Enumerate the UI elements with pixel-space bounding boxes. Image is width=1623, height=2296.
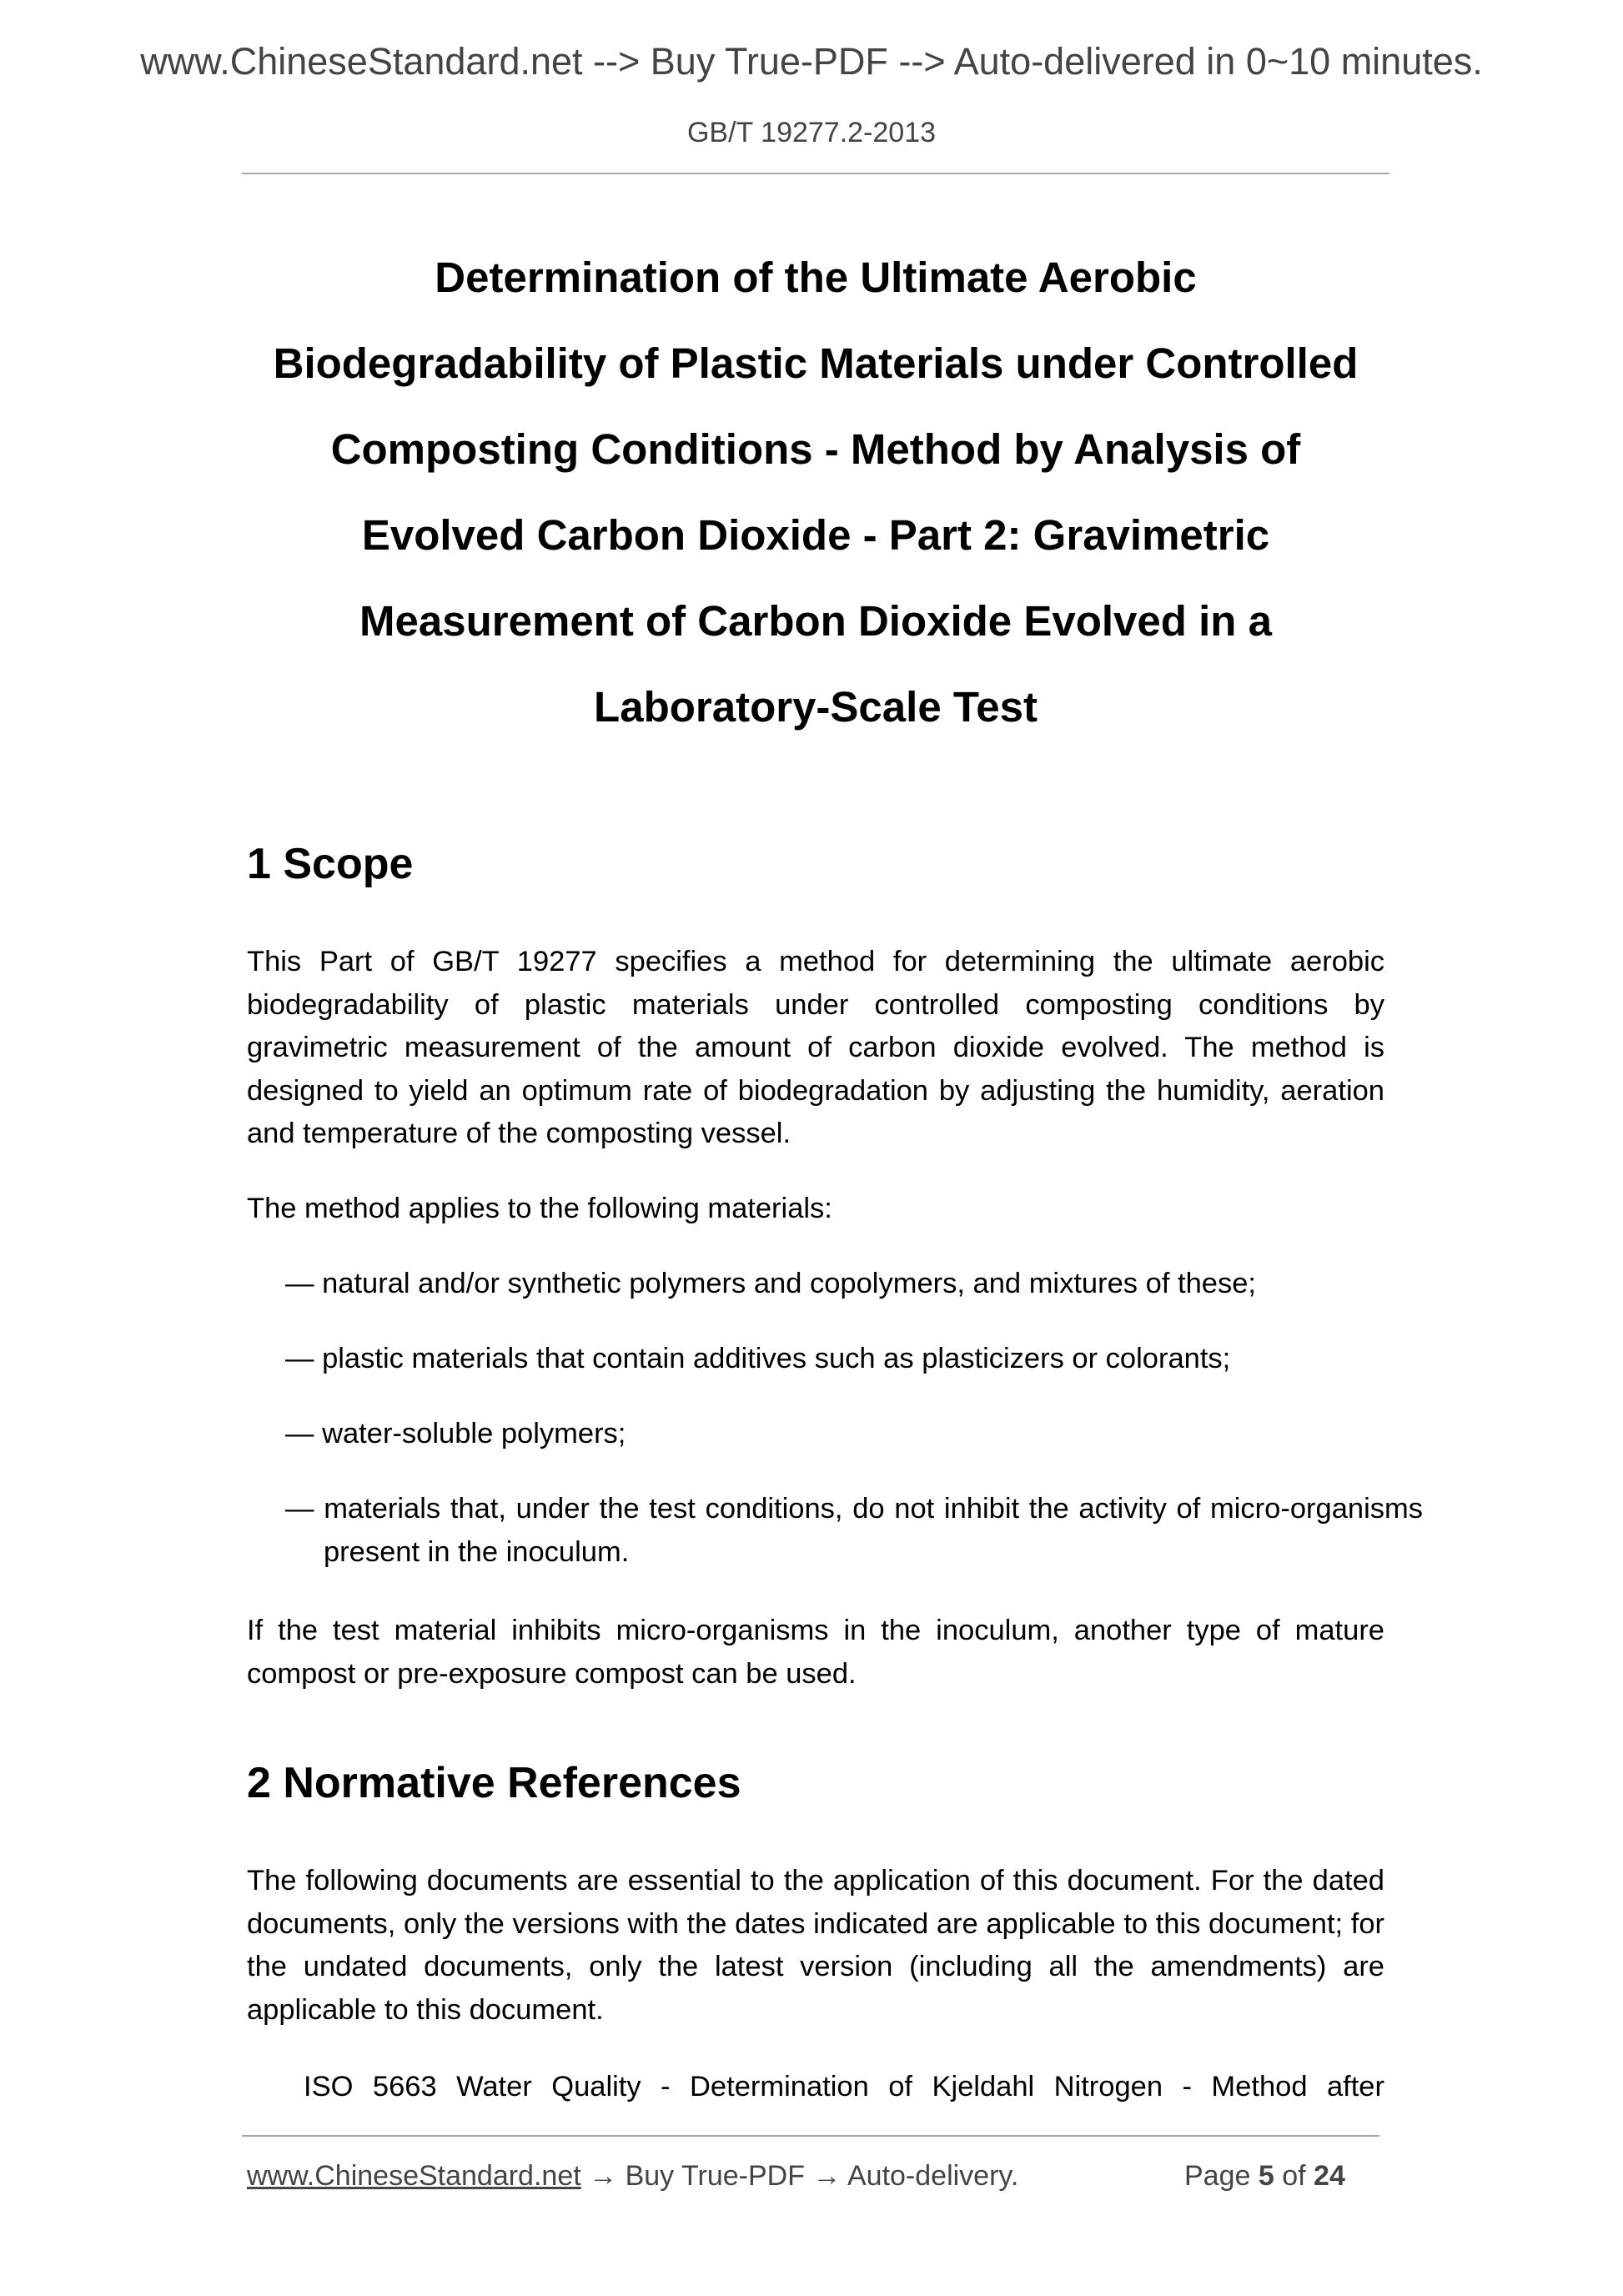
- list-item: — plastic materials that contain additives such as plasticizers or colorants;: [285, 1343, 1231, 1374]
- document-title: [242, 234, 1389, 750]
- footer-divider: [242, 2135, 1379, 2137]
- list-item: — natural and/or synthetic polymers and copolymers, and mixtures of these;: [285, 1268, 1256, 1299]
- scope-applies-paragraph: The method applies to the following materials:: [247, 1193, 832, 1224]
- reference-item: ISO 5663 Water Quality - Determination of Kjeldahl Nitrogen - Method after: [304, 2071, 1384, 2103]
- list-item: — water-soluble polymers;: [285, 1418, 626, 1449]
- header-divider: [242, 173, 1389, 174]
- list-item: — materials that, under the test conditions, do not inhibit the activity of micro-organisms present in the inoculum.: [285, 1493, 1423, 1568]
- page-number: 5: [1258, 2160, 1274, 2192]
- title-line: Evolved Carbon Dioxide - Part 2: Gravimetric: [361, 511, 1270, 559]
- section-2-heading: 2 Normative References: [247, 1759, 741, 1807]
- title-line: Measurement of Carbon Dioxide Evolved in a: [359, 597, 1272, 645]
- title-line: Composting Conditions - Method by Analysis of: [330, 425, 1301, 473]
- references-paragraph: The following documents are essential to the application of this document. For the dated documents, only the versions with the dates indicated are applicable to this document; for the undated documents, only the latest version (including all the amendments) are applicable to this document.: [247, 1865, 1384, 2026]
- footer-link[interactable]: www.ChineseStandard.net: [247, 2160, 581, 2192]
- section-1-heading: 1 Scope: [247, 840, 414, 888]
- page-indicator: [1184, 2160, 1345, 2193]
- page-label: Page: [1184, 2160, 1251, 2192]
- scope-paragraph: This Part of GB/T 19277 specifies a method for determining the ultimate aerobic biodegradability of plastic materials under controlled composting conditions by gravimetric measurement of the amount of carbon dioxide evolved. The method is designed to yield an optimum rate of biodegradation by adjusting the humidity, aeration and temperature of the composting vessel.: [247, 946, 1384, 1149]
- title-line: Laboratory-Scale Test: [594, 683, 1038, 731]
- footer-promo-text: → Buy True-PDF → Auto-delivery.: [580, 2160, 1019, 2192]
- header-banner: www.ChineseStandard.net --> Buy True-PDF --> Auto-delivered in 0~10 minutes.: [140, 40, 1483, 83]
- of-label: of: [1282, 2160, 1306, 2192]
- total-pages: 24: [1314, 2160, 1345, 2192]
- title-line: Determination of the Ultimate Aerobic: [435, 254, 1197, 301]
- title-line: Biodegradability of Plastic Materials under Controlled: [273, 339, 1359, 387]
- footer-promo: [247, 2160, 1018, 2193]
- standard-code: GB/T 19277.2-2013: [686, 117, 937, 148]
- scope-note-paragraph: If the test material inhibits micro-organisms in the inoculum, another type of mature compost or pre-exposure compost can be used.: [247, 1615, 1384, 1690]
